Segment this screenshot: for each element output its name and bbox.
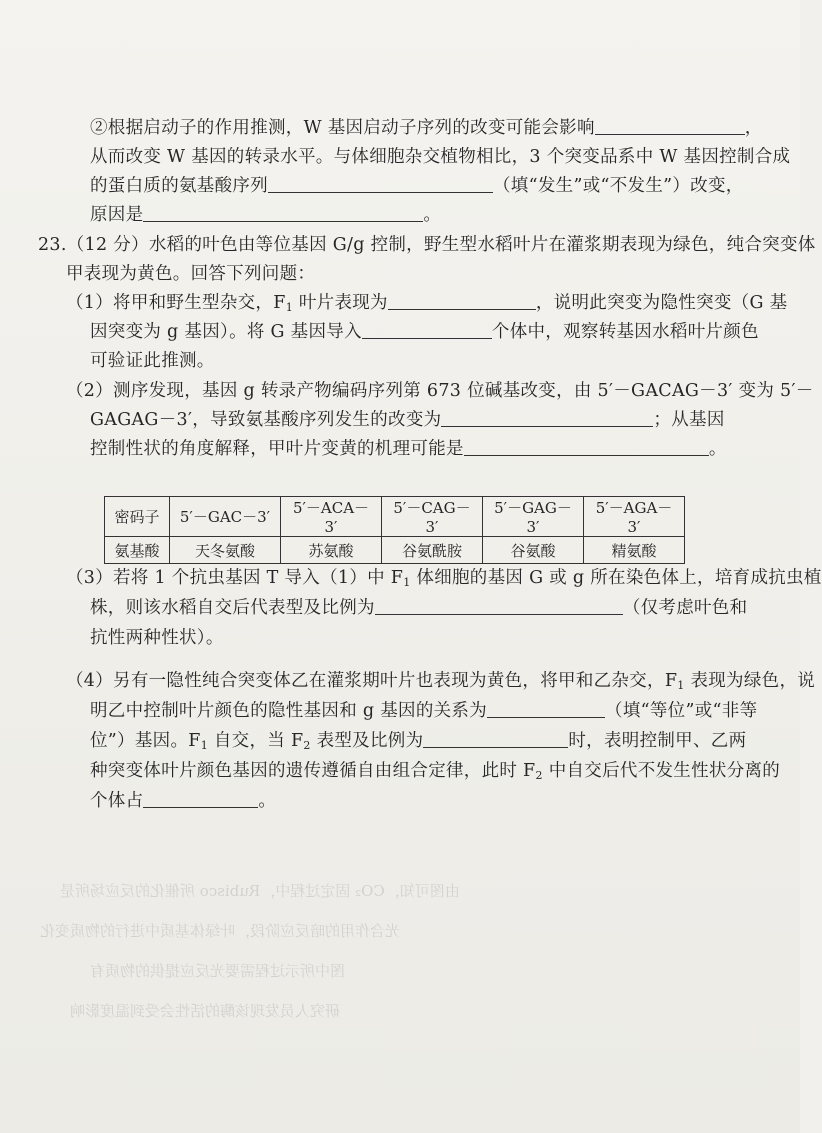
table-header-cell: 5′－CAG－3′: [382, 497, 483, 537]
question-number: 23.: [38, 235, 67, 255]
table-header-cell: 5′－AGA－3′: [584, 497, 685, 537]
sub-question-1-line-2: 因突变为 g 基因）。将 G 基因导入 个体中，观察转基因水稻叶片颜色: [90, 322, 759, 342]
sub-question-3-line-2: 株，则该水稻自交后代表型及比例为 （仅考虑叶色和: [90, 598, 748, 618]
table-cell: 天冬氨酸: [170, 537, 281, 564]
codon-table: [104, 496, 685, 564]
codon-row: [105, 497, 685, 537]
sub-question-1-line-1: （1）将甲和野生型杂交，$F_1$ 叶片表现为 ，说明此突变为隐性突变（G 基: [66, 293, 788, 314]
table-header-cell: 5′－GAC－3′: [170, 497, 281, 537]
table-header-cell: 密码子: [105, 497, 170, 537]
sub-question-4-line-3: 位”）基因。$F_1$ 自交，当 $F_2$ 表型及比例为 时，表明控制甲、乙两: [90, 731, 747, 752]
answer-blank[interactable]: [143, 791, 258, 808]
table-cell: 氨基酸: [105, 537, 170, 564]
answer-blank[interactable]: [388, 293, 536, 310]
sub-question-4-line-2: 明乙中控制叶片颜色的隐性基因和 g 基因的关系为 （填“等位”或“非等: [90, 701, 758, 721]
sub-question-2-line-1: （2）测序发现，基因 g 转录产物编码序列第 673 位碱基改变，由 5′－GACAG－3′ 变为 5′－: [66, 381, 814, 401]
answer-blank[interactable]: [441, 410, 653, 427]
answer-blank[interactable]: [143, 205, 423, 222]
sub-question-4-line-1: （4）另有一隐性纯合突变体乙在灌浆期叶片也表现为黄色，将甲和乙杂交，$F_1$ 表现为绿色，说: [66, 671, 816, 692]
sub-question-2-line-2: GAGAG－3′，导致氨基酸序列发生的改变为 ；从基因: [90, 410, 725, 430]
q22-line-1: ②根据启动子的作用推测，W 基因启动子序列的改变可能会影响 ，: [90, 118, 763, 138]
answer-blank[interactable]: [375, 598, 623, 615]
bleed-through-text: 研究人员发现该酶的活性会受到温度影响: [70, 1002, 341, 1020]
sub-question-4-line-4: 种突变体叶片颜色基因的遗传遵循自由组合定律，此时 $F_2$ 中自交后代不发生性状分离的: [90, 761, 781, 782]
answer-blank[interactable]: [268, 176, 493, 193]
q23-intro: 甲表现为黄色。回答下列问题：: [66, 264, 316, 284]
answer-blank[interactable]: [362, 322, 492, 339]
bleed-through-text: 光合作用的暗反应阶段，叶绿体基质中进行的物质变化: [40, 922, 401, 940]
table-cell: 谷氨酰胺: [382, 537, 483, 564]
sub-question-1-line-3: 可验证此推测。: [90, 351, 215, 371]
table-header-cell: 5′－GAG－3′: [483, 497, 584, 537]
sub-question-4-line-5: 个体占 。: [90, 791, 277, 811]
table-cell: 苏氨酸: [281, 537, 382, 564]
amino-acid-row: [105, 537, 685, 564]
answer-blank[interactable]: [423, 731, 568, 748]
q22-line-2: 从而改变 W 基因的转录水平。与体细胞杂交植物相比，3 个突变品系中 W 基因控制合成: [90, 147, 791, 167]
table-header-cell: 5′－ACA－3′: [281, 497, 382, 537]
sub-question-3-line-3: 抗性两种性状）。: [90, 628, 224, 648]
table-cell: 谷氨酸: [483, 537, 584, 564]
answer-blank[interactable]: [464, 439, 709, 456]
table-cell: 精氨酸: [584, 537, 685, 564]
sub-question-3-line-1: （3）若将 1 个抗虫基因 T 导入（1）中 $F_1$ 体细胞的基因 G 或 g 所在染色体上，培育成抗虫植: [66, 568, 822, 589]
question-23-header: 23.（12 分）水稻的叶色由等位基因 G/g 控制，野生型水稻叶片在灌浆期表现为绿色，纯合突变体: [38, 235, 816, 255]
answer-blank[interactable]: [487, 701, 605, 718]
sub-question-2-line-3: 控制性状的角度解释，甲叶片变黄的机理可能是 。: [90, 439, 727, 459]
bleed-through-text: 由图可知，CO₂ 固定过程中，Rubisco 所催化的反应场所是: [60, 882, 460, 900]
q22-line-3: 的蛋白质的氨基酸序列 （填“发生”或“不发生”）改变，: [90, 176, 744, 196]
q22-line-4: 原因是 。: [90, 205, 442, 225]
bleed-through-text: 图中所示过程需要光反应提供的物质有: [90, 962, 346, 980]
answer-blank[interactable]: [595, 118, 745, 135]
